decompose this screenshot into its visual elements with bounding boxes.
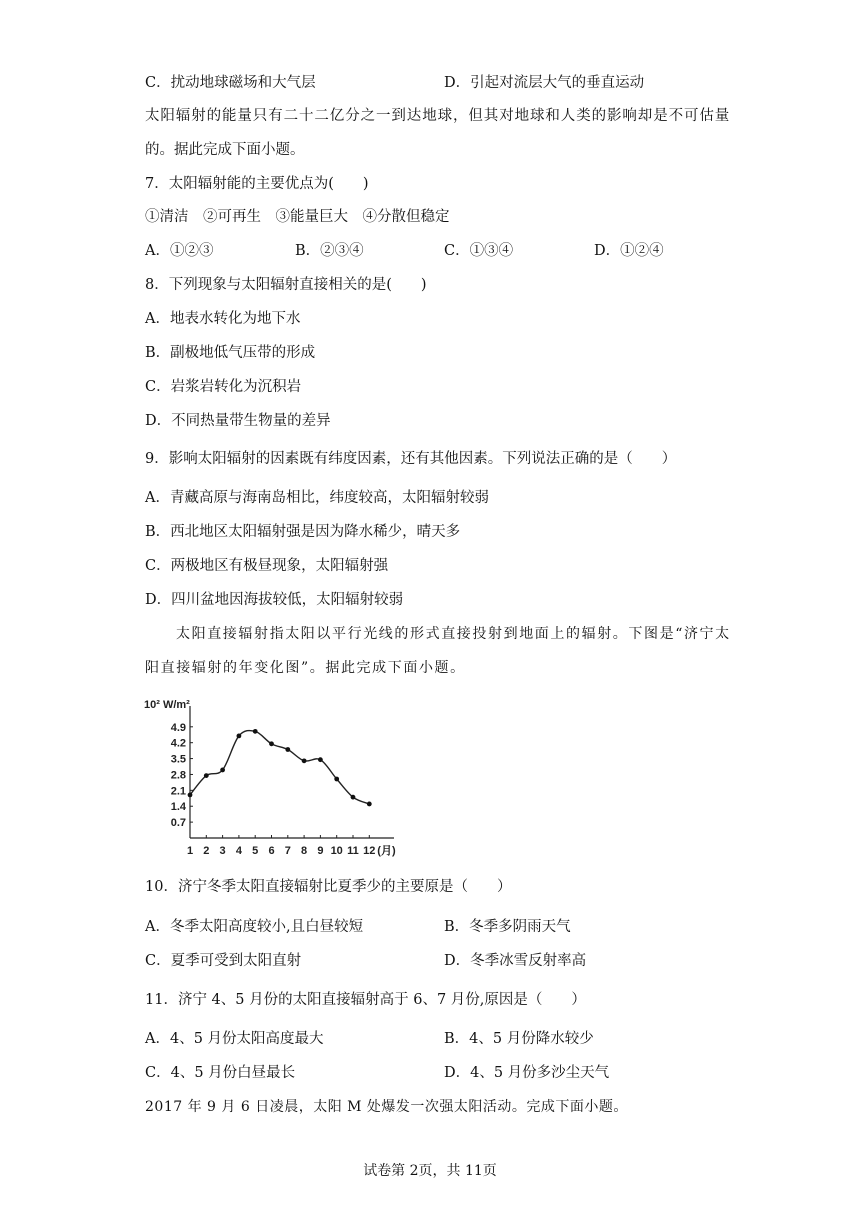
q10-option-d: D．冬季冰雪反射率高 [444,953,587,969]
data-point [253,729,258,734]
x-tick-label: 12 [363,845,376,857]
data-point [318,757,323,762]
y-tick-label: 3.5 [170,753,186,766]
passage-direct-radiation-line2: 阳直接辐射的年变化图”。据此完成下面小题。 [145,660,466,676]
q7-stem: 7．太阳辐射能的主要优点为( ) [145,176,369,192]
q9-option-a: A．青藏高原与海南岛相比，纬度较高，太阳辐射较弱 [145,490,489,506]
x-tick-label: 6 [268,845,275,857]
q7-option-a: A．①②③ [145,243,214,259]
q8-option-c: C．岩浆岩转化为沉积岩 [145,379,302,395]
q10-option-a: A．冬季太阳高度较小,且白昼较短 [145,919,364,935]
q7-option-c: C．①③④ [444,243,514,259]
data-point [269,741,274,746]
q11-option-a: A．4、5 月份太阳高度最大 [145,1031,324,1047]
x-tick-label: 1 [186,845,194,857]
x-tick-label: 2 [203,845,210,857]
q9-stem: 9．影响太阳辐射的因素既有纬度因素，还有其他因素。下列说法正确的是（ ） [145,451,677,467]
y-tick-label: 4.9 [170,721,186,734]
q7-option-d: D．①②④ [594,243,664,259]
x-tick-label: 9 [317,845,324,857]
data-point [220,768,225,773]
x-tick-label: 8 [301,845,308,857]
data-point [302,758,307,763]
q8-stem: 8．下列现象与太阳辐射直接相关的是( ) [145,277,427,293]
passage-solar-radiation-line2: 的。据此完成下面小题。 [145,142,305,158]
data-point [367,802,372,807]
direct-radiation-chart [142,690,417,865]
q10-option-c: C．夏季可受到太阳直射 [145,953,302,969]
q11-stem: 11．济宁 4、5 月份的太阳直接辐射高于 6、7 月份,原因是（ ） [145,992,586,1008]
y-tick-label: 2.8 [170,769,186,782]
passage-solar-activity: 2017 年 9 月 6 日凌晨，太阳 M 处爆发一次强太阳活动。完成下面小题。 [145,1099,628,1115]
x-tick-label: 11 [347,845,359,857]
q7-option-b: B．②③④ [295,243,364,259]
passage-solar-radiation-line1: 太阳辐射的能量只有二十二亿分之一到达地球，但其对地球和人类的影响却是不可估量 [145,108,731,124]
x-tick-label: 10 [330,845,343,857]
q8-option-b: B．副极地低气压带的形成 [145,345,316,361]
q10-stem: 10．济宁冬季太阳直接辐射比夏季少的主要原是（ ） [145,879,512,895]
q10-option-b: B．冬季多阴雨天气 [444,919,571,935]
x-tick-label: 7 [284,845,291,857]
data-point [351,795,356,800]
y-tick-label: 4.2 [170,737,186,750]
page-footer: 试卷第 2页，共 11页 [363,1163,497,1179]
x-tick-label: 5 [252,845,259,857]
radiation-series-line [190,731,369,804]
q6-option-d: D．引起对流层大气的垂直运动 [444,75,645,91]
passage-direct-radiation-line1: 太阳直接辐射指太阳以平行光线的形式直接投射到地面上的辐射。下图是“济宁太 [176,626,731,642]
q8-option-a: A．地表水转化为地下水 [145,311,301,327]
data-point [237,733,242,738]
q7-items: ①清洁 ②可再生 ③能量巨大 ④分散但稳定 [145,209,450,225]
q11-option-b: B．4、5 月份降水较少 [444,1031,594,1047]
q8-option-d: D．不同热量带生物量的差异 [145,413,331,429]
y-axis-label: 10² W/m² [144,699,190,711]
q9-option-d: D．四川盆地因海拔较低，太阳辐射较弱 [145,592,404,608]
q6-option-c: C．扰动地球磁场和大气层 [145,75,316,91]
y-tick-label: 2.1 [170,785,186,798]
data-point [204,773,209,778]
q9-option-b: B．西北地区太阳辐射强是因为降水稀少，晴天多 [145,524,461,540]
q11-option-c: C．4、5 月份白昼最长 [145,1065,296,1081]
data-point [285,747,290,752]
y-tick-label: 1.4 [170,801,186,814]
q9-option-c: C．两极地区有极昼现象，太阳辐射强 [145,558,389,574]
x-axis-label: (月) [377,845,396,857]
q11-option-d: D．4、5 月份多沙尘天气 [444,1065,610,1081]
x-tick-label: 3 [219,845,226,857]
data-point [334,777,339,782]
y-tick-label: 0.7 [170,817,186,830]
data-point [188,792,193,797]
x-tick-label: 4 [235,845,242,857]
